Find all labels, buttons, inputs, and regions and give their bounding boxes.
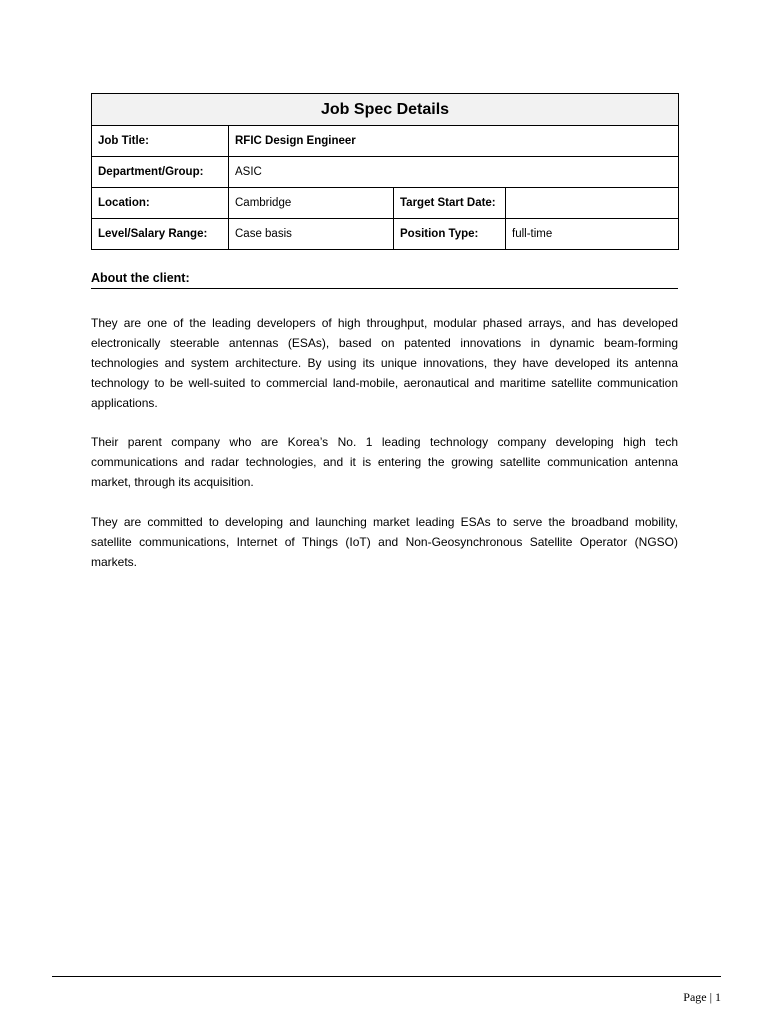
location-label: Location:	[92, 188, 229, 219]
target-start-date-value	[506, 188, 679, 219]
table-title-row	[92, 94, 679, 126]
about-paragraph-2: Their parent company who are Korea’s No. 1 leading technology company developing high tech communications and radar technologies, and it is entering the growing satellite communication antenna market, through its acquisition.	[91, 435, 678, 489]
job-spec-table	[91, 93, 679, 250]
footer-divider	[52, 976, 721, 977]
target-start-date-label: Target Start Date:	[394, 188, 506, 219]
table-row-job-title	[92, 126, 679, 157]
table-row-department	[92, 157, 679, 188]
department-label: Department/Group:	[92, 157, 229, 188]
level-salary-label: Level/Salary Range:	[92, 219, 229, 250]
position-type-value: full-time	[506, 219, 679, 250]
table-title: Job Spec Details	[92, 94, 679, 126]
job-title-label: Job Title:	[92, 126, 229, 157]
about-client-heading: About the client:	[91, 271, 678, 289]
table-row-level	[92, 219, 679, 250]
location-value: Cambridge	[229, 188, 394, 219]
department-value: ASIC	[229, 157, 679, 188]
table-row-location	[92, 188, 679, 219]
position-type-label: Position Type:	[394, 219, 506, 250]
about-paragraph-3: They are committed to developing and launching market leading ESAs to serve the broadband mobility, satellite communications, Internet of Things (IoT) and Non-Geosynchronous Satellite Operator (NGSO) markets.	[91, 515, 678, 569]
job-title-value: RFIC Design Engineer	[229, 126, 679, 157]
about-paragraph-1: They are one of the leading developers of high throughput, modular phased arrays, and has developed electronically steerable antennas (ESAs), based on patented innovations in dynamic beam-forming technologies and system architecture. By using its unique innovations, they have developed its antenna technology to be well-suited to commercial land-mobile, aeronautical and maritime satellite communication applications.	[91, 316, 678, 410]
page-number: Page | 1	[683, 990, 721, 1004]
level-salary-value: Case basis	[229, 219, 394, 250]
